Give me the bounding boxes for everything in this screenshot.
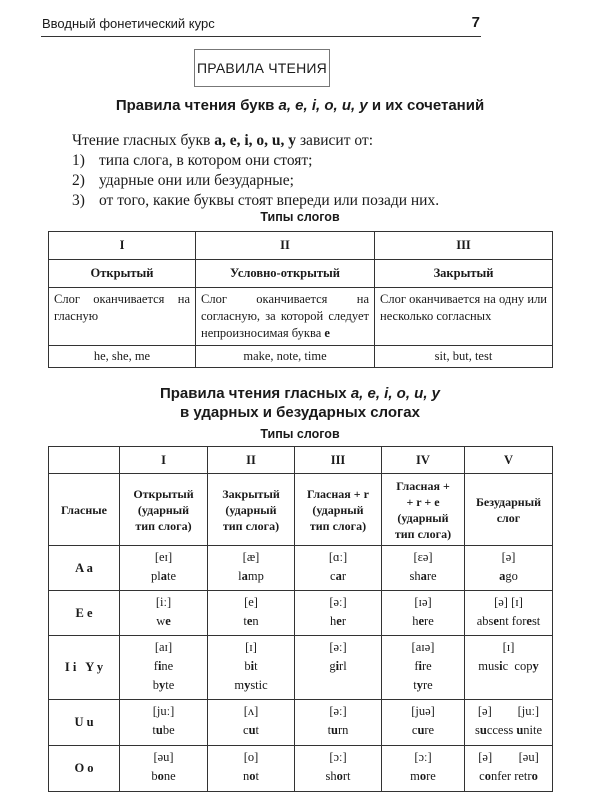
table-row	[49, 288, 553, 346]
transcription: [əː]	[329, 704, 347, 718]
example-words-line	[208, 676, 294, 695]
transcription: [əu]	[518, 750, 539, 764]
example-word	[154, 659, 173, 673]
intro-list-item	[72, 171, 439, 191]
word-part: mp	[247, 569, 264, 583]
word-part: h	[330, 614, 337, 628]
running-title: Вводный фонетический курс	[42, 16, 215, 31]
heading2-prefix: Правила чтения гласных	[159, 385, 351, 402]
highlighted-letter: o	[484, 769, 491, 783]
header-line: Открытый	[133, 486, 194, 501]
intro-paragraph	[72, 131, 439, 211]
word-part: mus	[478, 659, 500, 673]
column-header	[382, 474, 465, 546]
syllable-type-description	[49, 288, 196, 346]
highlighted-letter: y	[158, 678, 166, 692]
word-part: be	[162, 723, 175, 737]
word-part: nt for	[498, 614, 527, 628]
header-line: Безударный	[475, 494, 541, 509]
header-line: тип слога)	[309, 518, 367, 533]
highlighted-letter: e	[493, 614, 499, 628]
word-part: f	[153, 659, 158, 673]
vowel-letter: I i Y y	[49, 636, 120, 700]
example-word	[243, 723, 259, 737]
highlighted-letter: o	[157, 769, 164, 783]
pronunciation-cell	[120, 636, 208, 700]
transcription-pair	[465, 748, 552, 767]
example-word	[409, 569, 436, 583]
section-title-box	[194, 49, 330, 87]
example-words-line	[465, 567, 552, 586]
pronunciation-cell	[465, 591, 553, 636]
highlighted-letter: y	[244, 678, 251, 692]
header-line: (ударный	[137, 502, 190, 517]
word-part: sh	[409, 569, 421, 583]
word-part: c	[243, 723, 249, 737]
vowel-reading-table	[48, 446, 553, 792]
transcription: [iː]	[155, 595, 172, 609]
highlighted-letter: o	[249, 769, 256, 783]
list-number: 3)	[72, 192, 85, 209]
transcription: [æ]	[242, 550, 260, 564]
highlighted-letter: e	[246, 614, 253, 628]
word-part: ne	[163, 769, 176, 783]
table-row	[49, 232, 553, 260]
pronunciation-cell	[382, 746, 465, 792]
word-part: rl	[339, 659, 347, 673]
transcription: [ə]	[501, 550, 516, 564]
example-words-line	[295, 767, 381, 786]
syllable-type-name: Открытый	[49, 260, 196, 288]
empty-corner-cell	[49, 447, 120, 474]
example-word	[410, 769, 436, 783]
example-word	[330, 569, 346, 583]
header-line: Гласная + r	[307, 486, 369, 501]
pronunciation-cell	[295, 746, 382, 792]
pronunciation-cell	[208, 546, 295, 591]
example-words-line	[120, 767, 207, 786]
syllable-type-description	[196, 288, 375, 346]
highlighted-letter: o	[419, 769, 427, 783]
example-word	[151, 769, 175, 783]
highlighted-letter: u	[516, 723, 524, 737]
example-word	[499, 569, 518, 583]
transcription: [ɪə]	[414, 595, 432, 609]
word-part: b	[152, 678, 159, 692]
header-line: слог	[496, 510, 521, 525]
word-part: l	[238, 569, 242, 583]
highlighted-letter: e	[336, 614, 342, 628]
example-words-line	[465, 721, 552, 740]
roman-numeral: IV	[382, 447, 465, 474]
header-line: тип слога)	[135, 518, 192, 533]
word-part: r	[341, 569, 346, 583]
word-part: re	[423, 678, 433, 692]
transcription: [əː]	[329, 640, 347, 654]
highlighted-letter: a	[420, 569, 427, 583]
example-word	[151, 569, 176, 583]
word-part: t	[152, 723, 156, 737]
word-part: rn	[338, 723, 349, 737]
word-part: n	[252, 614, 259, 628]
word-part: c	[330, 569, 336, 583]
example-word	[330, 614, 346, 628]
transcription: [aɪ]	[154, 640, 173, 654]
pronunciation-cell	[465, 546, 553, 591]
description-text: Слог оканчивается на согласную, за которой следует непроизносимая буква	[201, 292, 369, 340]
example-words-line	[382, 567, 464, 586]
list-number: 2)	[72, 172, 85, 189]
example-words-line	[295, 721, 381, 740]
table-row	[49, 474, 553, 546]
word-part: m	[410, 769, 420, 783]
header-line: Закрытый	[222, 486, 280, 501]
word-part: c	[479, 769, 485, 783]
header-line: (ударный	[312, 502, 364, 517]
heading1-letters: a, e, i, o, u, y	[278, 97, 368, 114]
example-words-line	[295, 657, 381, 676]
example-words-line	[120, 567, 207, 586]
word-part: re	[424, 723, 435, 737]
table-row	[49, 447, 553, 474]
transcription: [o]	[243, 750, 259, 764]
intro-list-item	[72, 151, 439, 171]
transcription: [ɪ]	[245, 640, 257, 654]
word-part: rt	[342, 769, 351, 783]
example-words-line	[120, 657, 207, 676]
word-part: t	[255, 723, 259, 737]
heading2-line2: в ударных и безударных слогах	[180, 404, 420, 421]
highlighted-letter: o	[531, 769, 538, 783]
word-part: m	[234, 678, 245, 692]
highlighted-letter: i	[250, 659, 255, 673]
word-part: re	[426, 769, 436, 783]
transcription: [ə] [ɪ]	[494, 595, 523, 609]
word-part: w	[156, 614, 166, 628]
pronunciation-cell	[382, 546, 465, 591]
heading1-prefix: Правила чтения букв	[115, 97, 279, 114]
column-header	[295, 474, 382, 546]
example-words-line	[465, 767, 552, 786]
section-title: ПРАВИЛА ЧТЕНИЯ	[197, 60, 327, 76]
word-part: t	[255, 769, 259, 783]
word-part: abs	[476, 614, 494, 628]
example-word	[516, 723, 542, 737]
word-part: nfer retr	[490, 769, 532, 783]
vowels-header: Гласные	[49, 474, 120, 546]
word-part: t	[413, 678, 417, 692]
word-part: f	[414, 659, 419, 673]
example-word	[478, 659, 532, 673]
example-words-line	[465, 657, 552, 676]
header-line: тип слога)	[394, 526, 452, 541]
word-part: te	[166, 569, 176, 583]
heading2-letters: a, e, i, o, u, y	[350, 385, 441, 402]
example-words-line	[120, 676, 207, 695]
description-text: Слог оканчивается на гласную	[54, 292, 190, 323]
word-part: nite	[523, 723, 543, 737]
example-word	[532, 769, 538, 783]
pronunciation-cell	[382, 591, 465, 636]
example-words-line	[382, 767, 464, 786]
pronunciation-cell	[382, 700, 465, 746]
example-words-line	[208, 767, 294, 786]
intro-lead-suffix: зависит от:	[296, 132, 374, 149]
word-part: t	[254, 659, 258, 673]
transcription: [ɔː]	[414, 750, 432, 764]
word-part: h	[412, 614, 419, 628]
pronunciation-cell	[120, 546, 208, 591]
syllable-examples: make, note, time	[196, 346, 375, 368]
pronunciation-cell	[120, 700, 208, 746]
example-words-line	[208, 657, 294, 676]
word-part: b	[151, 769, 158, 783]
example-word	[238, 569, 264, 583]
roman-numeral: II	[208, 447, 295, 474]
pronunciation-cell	[208, 746, 295, 792]
transcription: [ɑː]	[328, 550, 348, 564]
example-words-line	[382, 676, 464, 695]
transcription: [əu]	[153, 750, 174, 764]
example-words-line	[295, 612, 381, 631]
highlighted-letter: o	[336, 769, 343, 783]
header-line: Гласная +	[396, 478, 450, 493]
word-part: s	[474, 723, 480, 737]
pronunciation-cell	[295, 546, 382, 591]
example-word	[526, 614, 540, 628]
highlighted-letter: a	[499, 569, 506, 583]
syllable-examples: sit, but, test	[375, 346, 553, 368]
vowel-letter: O o	[49, 746, 120, 792]
pronunciation-cell	[295, 700, 382, 746]
intro-list-item	[72, 191, 439, 211]
heading2-line1	[0, 384, 600, 403]
example-word	[475, 723, 516, 737]
intro-lead-letters: a, e, i, o, u, y	[214, 132, 297, 149]
example-word	[156, 614, 171, 628]
pronunciation-cell	[208, 700, 295, 746]
word-part: t	[243, 614, 247, 628]
pronunciation-cell	[382, 636, 465, 700]
transcription: [aɪə]	[411, 640, 435, 654]
vowel-letter: A a	[49, 546, 120, 591]
example-word	[234, 678, 267, 692]
intro-lead	[72, 131, 439, 151]
intro-lead-prefix: Чтение гласных букв	[72, 132, 215, 149]
highlighted-letter: u	[248, 723, 256, 737]
syllable-type-name: Условно-открытый	[196, 260, 375, 288]
transcription: [e]	[244, 595, 258, 609]
example-words-line	[295, 567, 381, 586]
highlighted-letter: i	[335, 659, 340, 673]
transcription: [juə]	[411, 704, 435, 718]
example-words-line	[382, 657, 464, 676]
example-words-line	[208, 612, 294, 631]
roman-numeral: I	[49, 232, 196, 260]
word-part: ne	[161, 659, 174, 673]
word-part: t	[327, 723, 332, 737]
header-line: тип слога)	[222, 518, 280, 533]
list-text: типа слога, в котором они стоят;	[99, 152, 313, 169]
word-part: re	[424, 614, 434, 628]
example-words-line	[208, 567, 294, 586]
roman-numeral: III	[295, 447, 382, 474]
word-part: c	[411, 723, 418, 737]
column-header	[120, 474, 208, 546]
example-word	[329, 659, 346, 673]
description-bold-letter: e	[324, 326, 330, 340]
roman-numeral: I	[120, 447, 208, 474]
example-word	[532, 659, 538, 673]
pronunciation-cell	[465, 746, 553, 792]
roman-numeral: III	[375, 232, 553, 260]
highlighted-letter: u	[155, 723, 163, 737]
word-part: n	[243, 769, 250, 783]
transcription: [juː]	[517, 704, 540, 718]
pronunciation-cell	[295, 591, 382, 636]
word-part: b	[244, 659, 251, 673]
example-words-line	[382, 721, 464, 740]
highlighted-letter: u	[331, 723, 338, 737]
word-part: r	[341, 614, 346, 628]
example-words-line	[465, 612, 552, 631]
transcription: [eɪ]	[154, 550, 173, 564]
pronunciation-cell	[120, 746, 208, 792]
header-line: (ударный	[225, 502, 277, 517]
highlighted-letter: e	[418, 614, 425, 628]
description-text: Слог оканчивается на одну или несколько согласных	[380, 292, 547, 323]
example-words-line	[208, 721, 294, 740]
table-row	[49, 346, 553, 368]
vowel-letter: U u	[49, 700, 120, 746]
transcription: [ɪ]	[502, 640, 515, 654]
highlighted-letter: a	[160, 569, 167, 583]
pronunciation-cell	[465, 700, 553, 746]
transcription: [juː]	[152, 704, 175, 718]
example-word	[412, 723, 434, 737]
table-row	[49, 546, 553, 591]
pronunciation-cell	[208, 636, 295, 700]
vowel-rows	[49, 546, 553, 792]
transcription: [ə]	[478, 750, 493, 764]
example-word	[328, 723, 349, 737]
highlighted-letter: i	[499, 659, 503, 673]
highlighted-letter: u	[417, 723, 425, 737]
table-row	[49, 636, 553, 700]
pronunciation-cell	[120, 591, 208, 636]
page-number: 7	[471, 14, 480, 31]
highlighted-letter: y	[416, 678, 423, 692]
pronunciation-cell	[295, 636, 382, 700]
list-number: 1)	[72, 152, 85, 169]
example-word	[325, 769, 350, 783]
list-text: ударные они или безударные;	[99, 172, 294, 189]
roman-numeral: V	[465, 447, 553, 474]
table-row	[49, 260, 553, 288]
highlighted-letter: i	[418, 659, 422, 673]
example-words-line	[120, 612, 207, 631]
example-word	[477, 614, 527, 628]
example-word	[152, 723, 174, 737]
table2-caption: Типы слогов	[260, 427, 340, 441]
pronunciation-cell	[208, 591, 295, 636]
example-word	[412, 614, 434, 628]
example-word	[243, 769, 259, 783]
roman-numeral: II	[196, 232, 375, 260]
example-word	[413, 678, 432, 692]
word-part: st	[531, 614, 541, 628]
transcription: [ə]	[477, 704, 492, 718]
word-part: go	[505, 569, 518, 583]
table1-caption: Типы слогов	[260, 210, 340, 224]
transcription: [ɛə]	[413, 550, 433, 564]
syllable-type-description	[375, 288, 553, 346]
syllable-type-name: Закрытый	[375, 260, 553, 288]
word-part: sh	[325, 769, 337, 783]
highlighted-letter: a	[241, 569, 248, 583]
highlighted-letter: y	[532, 659, 539, 673]
transcription: [əː]	[329, 595, 347, 609]
word-part: stic	[250, 678, 268, 692]
column-header	[465, 474, 553, 546]
example-word	[243, 614, 258, 628]
header-line: (ударный	[397, 510, 449, 525]
header-line: + r + e	[406, 494, 440, 509]
example-words-line	[120, 721, 207, 740]
table-row	[49, 746, 553, 792]
highlighted-letter: e	[526, 614, 532, 628]
table-row	[49, 591, 553, 636]
example-words-line	[382, 612, 464, 631]
transcription: [ɔː]	[329, 750, 347, 764]
syllable-types-table	[48, 231, 553, 368]
example-word	[414, 659, 431, 673]
example-word	[153, 678, 175, 692]
heading-vowel-rules	[0, 384, 600, 422]
highlighted-letter: e	[165, 614, 171, 628]
example-word	[479, 769, 531, 783]
word-part: re	[426, 569, 437, 583]
highlighted-letter: a	[335, 569, 342, 583]
list-text: от того, какие буквы стоят впереди или позади них.	[99, 192, 440, 209]
vowel-letter: E e	[49, 591, 120, 636]
header-rule	[41, 36, 481, 37]
word-part: c cop	[502, 659, 533, 673]
highlighted-letter: i	[157, 659, 162, 673]
transcription-pair	[465, 702, 552, 721]
word-part: g	[329, 659, 336, 673]
column-header	[208, 474, 295, 546]
word-part: te	[165, 678, 175, 692]
heading-letters-rules	[0, 97, 600, 114]
transcription: [ʌ]	[243, 704, 259, 718]
syllable-examples: he, she, me	[49, 346, 196, 368]
example-word	[244, 659, 257, 673]
word-part: pl	[150, 569, 161, 583]
pronunciation-cell	[465, 636, 553, 700]
table-row	[49, 700, 553, 746]
word-part: re	[421, 659, 432, 673]
word-part: ccess	[486, 723, 517, 737]
highlighted-letter: u	[479, 723, 487, 737]
heading1-suffix: и их сочетаний	[367, 97, 485, 114]
